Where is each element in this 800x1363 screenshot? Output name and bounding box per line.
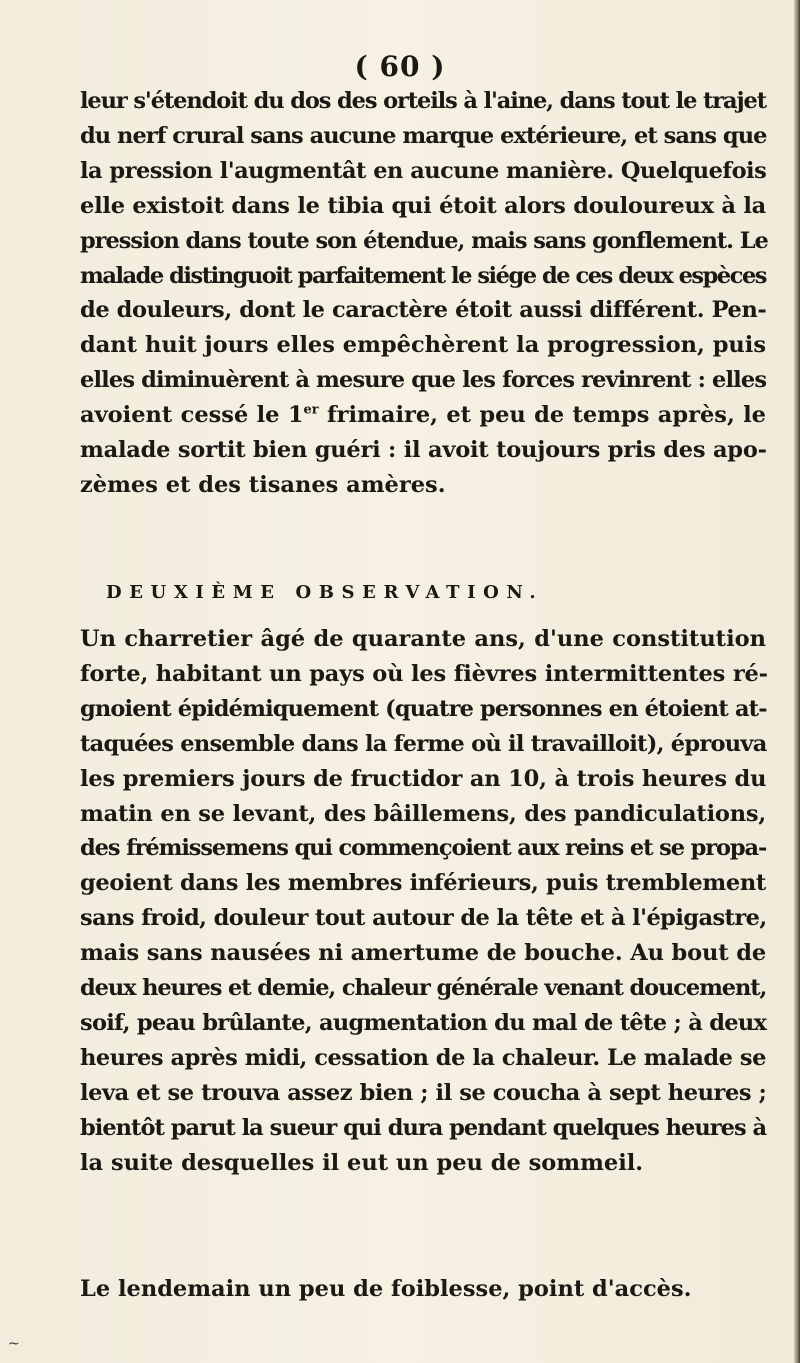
page-edge [794,0,800,1363]
text-line: taquées ensemble dans la ferme où il travailloit), éprouva [80,730,767,757]
text-fragment: frimaire, et peu de temps après, le [318,402,766,429]
text-line: du nerf crural sans aucune marque extérieure, et sans que [80,122,767,149]
text-line: des frémissemens qui commençoient aux reins et se propa- [80,835,767,862]
text-line: soif, peau brûlante, augmentation du mal de tête ; à deux [80,1009,767,1036]
text-line: matin en se levant, des bâillemens, des pandiculations, [80,800,766,827]
text-line: dant huit jours elles empêchèrent la progression, puis [80,332,766,359]
paragraph-1 [80,84,766,503]
ordinal-superscript: er [303,402,319,418]
text-line: les premiers jours de fructidor an 10, à trois heures du [80,765,767,792]
text-line: Un charretier âgé de quarante ans, d'une constitution [80,626,766,652]
text-line: bientôt parut la sueur qui dura pendant quelques heures à [80,1114,767,1141]
section-heading: DEUXIÈME OBSERVATION. [106,582,544,603]
text-line-with-superscript [80,398,766,433]
text-line: heures après midi, cessation de la chaleur. Le malade se [80,1044,766,1071]
text-line: deux heures et demie, chaleur générale venant doucement, [80,975,767,1002]
text-line: zèmes et des tisanes amères. [80,471,446,498]
text-fragment: avoient cessé le 1 [80,402,304,429]
text-line: la pression l'augmentât en aucune manière. Quelquefois [80,157,767,184]
text-line: leva et se trouva assez bien ; il se coucha à sept heures ; [80,1079,767,1106]
text-line: malade sortit bien guéri : il avoit toujours pris des apo- [80,437,767,464]
text-line: elle existoit dans le tibia qui étoit alors douloureux à la [80,192,766,219]
text-line: mais sans nausées ni amertume de bouche. Au bout de [80,940,766,967]
text-line: geoient dans les membres inférieurs, puis tremblement [80,870,766,897]
text-line: Le lendemain un peu de foiblesse, point d'accès. [80,1276,692,1302]
text-line: la suite desquelles il eut un peu de sommeil. [80,1149,644,1176]
page-number: ( 60 ) [354,50,446,83]
paragraph-2 [80,622,766,1181]
text-line: elles diminuèrent à mesure que les forces revinrent : elles [80,367,767,394]
text-line: malade distinguoit parfaitement le siége de ces deux espèces [80,262,766,289]
text-line: gnoient épidémiquement (quatre personnes en étoient at- [80,695,767,722]
text-line: pression dans toute son étendue, mais sans gonflement. Le [80,227,768,254]
text-line: leur s'étendoit du dos des orteils à l'aine, dans tout le trajet [80,88,767,114]
text-line: sans froid, douleur tout autour de la tête et à l'épigastre, [80,905,767,932]
margin-mark: ~ [8,1336,20,1352]
paragraph-3 [80,1272,766,1307]
text-line: forte, habitant un pays où les fièvres intermittentes ré- [80,660,768,687]
text-line: de douleurs, dont le caractère étoit aussi différent. Pen- [80,297,767,324]
